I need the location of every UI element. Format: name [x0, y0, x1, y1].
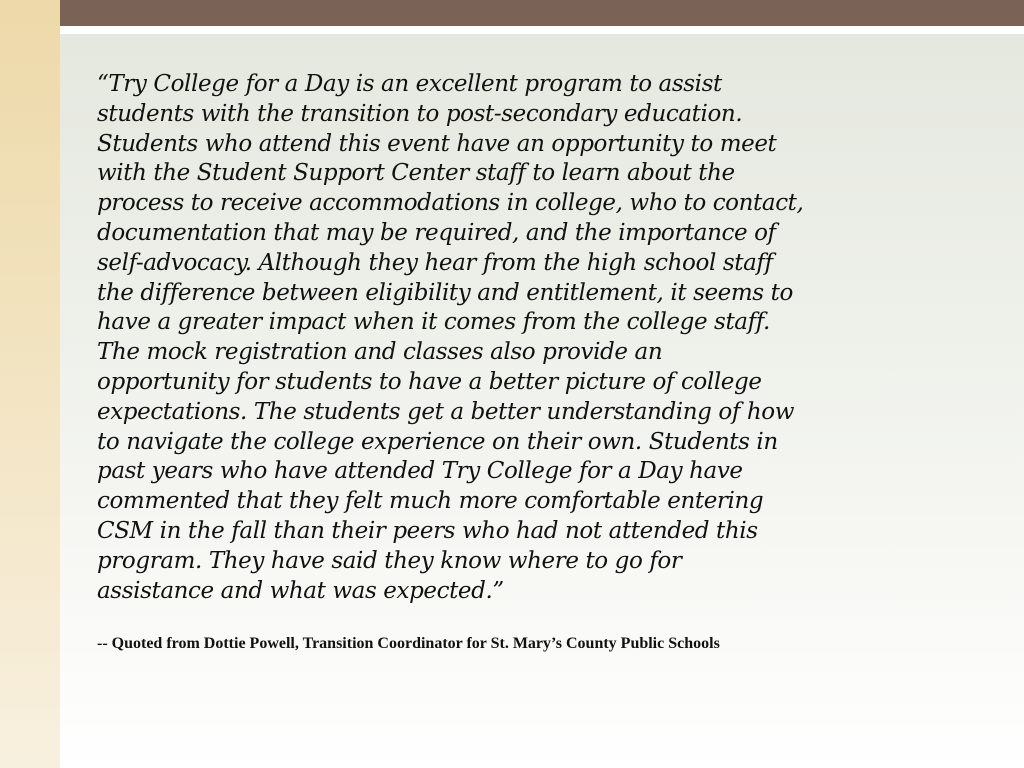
left-accent-strip	[0, 0, 60, 768]
quote-attribution: -- Quoted from Dottie Powell, Transition Coordinator for St. Mary’s County Public Schools	[97, 635, 720, 652]
top-title-bar	[60, 0, 1024, 26]
top-divider	[60, 26, 1024, 34]
quote-text: “Try College for a Day is an excellent program to assist students with the transition to post-secondary education. Students who attend this event have an opportunity to meet with the Student Support Center staff to learn about the process to receive accommodations in college, who to contact, documentation that may be required, and the importance of self-advocacy. Although they hear from the high school staff the difference between eligibility and entitlement, it seems to have a greater impact when it comes from the college staff. The mock registration and classes also provide an opportunity for students to have a better picture of college expectations. The students get a better understanding of how to navigate the college experience on their own. Students in past years who have attended Try College for a Day have commented that they felt much more comfortable entering CSM in the fall than their peers who had not attended this program. They have said they know where to go for assistance and what was expected.”	[97, 71, 804, 604]
